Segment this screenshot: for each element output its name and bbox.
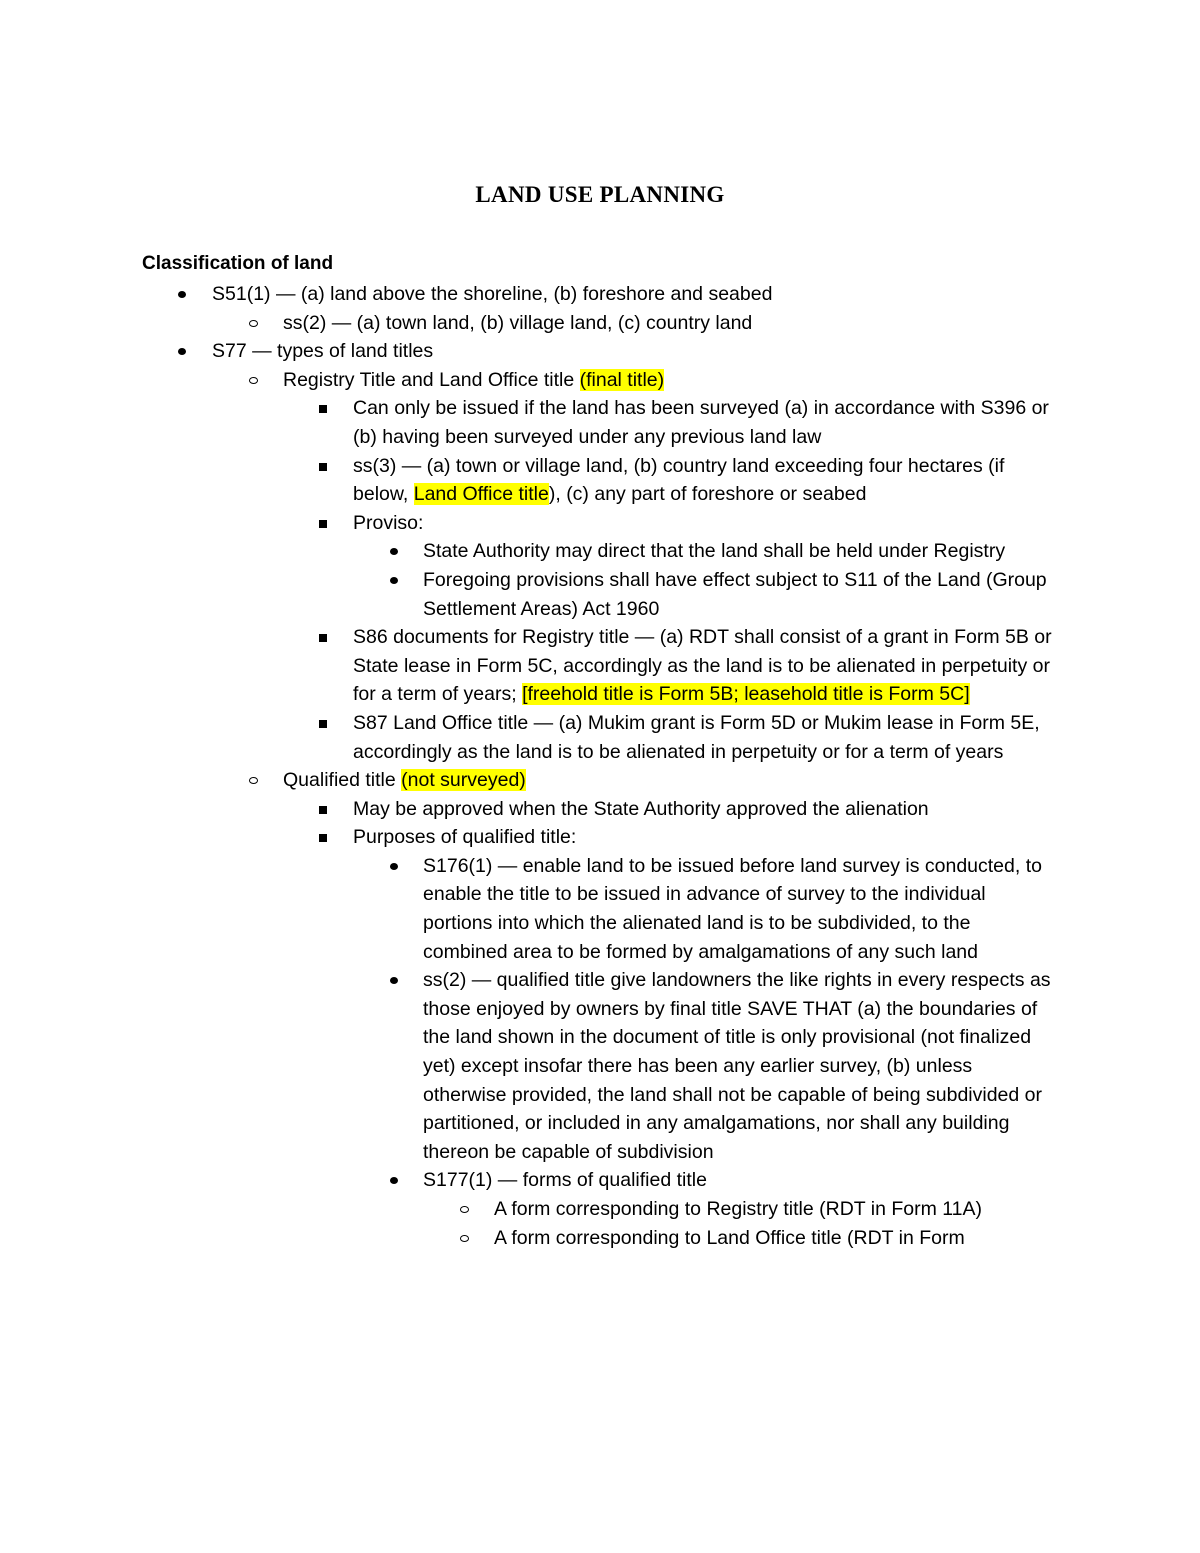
highlight-final-title: (final title) xyxy=(579,368,665,391)
list-item-ss3: ss(3) — (a) town or village land, (b) country land exceeding four hectares (if below, Land Office title), (c) any part of foreshore or seabed xyxy=(353,454,1005,506)
list-item-s51-ss2: ss(2) — (a) town land, (b) village land, (c) country land xyxy=(283,311,753,334)
list-item-s51: S51(1) — (a) land above the shoreline, (b) foreshore and seabed xyxy=(212,283,773,305)
list-item-qualified-ss2: ss(2) — qualified title give landowners the like rights in every respects as those enjoyed by owners by final title SAVE THAT (a) the boundaries of the land shown in the document of title is only provisional (not finalized yet) except insofar there has been any earlier survey, (b) unless otherwise provided, the land shall not be capable of being subdivided or partitioned, or included in any amalgamations, nor shall any building thereon be capable of subdivision xyxy=(423,969,1051,1163)
list-item-proviso-2: Foregoing provisions shall have effect subject to S11 of the Land (Group Settlement Areas) Act 1960 xyxy=(423,568,1047,620)
list-item-form-land-office: A form corresponding to Land Office title (RDT in Form xyxy=(494,1226,965,1249)
list-item-proviso: Proviso: xyxy=(353,511,424,534)
list-item-s87: S87 Land Office title — (a) Mukim grant is Form 5D or Mukim lease in Form 5E, accordingly as the land is to be alienated in perpetuity or for a term of years xyxy=(353,711,1040,763)
list-item-form-registry: A form corresponding to Registry title (RDT in Form 11A) xyxy=(494,1198,983,1220)
list-item-qualified-title: Qualified title (not surveyed) xyxy=(283,769,526,792)
list-item-s176: S176(1) — enable land to be issued before land survey is conducted, to enable the title to be issued in advance of survey to the individual portions into which the alienated land is to be subdivided, to the combined area to be formed by amalgamations of any such land xyxy=(423,854,1042,963)
highlight-not-surveyed: (not surveyed) xyxy=(401,769,526,792)
list-item-s77: S77 — types of land titles xyxy=(212,340,434,363)
section-heading: Classification of land xyxy=(142,253,334,274)
list-item-registry-title: Registry Title and Land Office title (final title) xyxy=(283,368,665,391)
list-item-purposes: Purposes of qualified title: xyxy=(353,826,577,849)
list-item-approved: May be approved when the State Authority approved the alienation xyxy=(353,797,929,820)
list-item-proviso-1: State Authority may direct that the land shall be held under Registry xyxy=(423,540,1006,563)
outline-list xyxy=(0,280,1200,1252)
page-title: LAND USE PLANNING xyxy=(475,182,725,207)
highlight-land-office-title: Land Office title xyxy=(413,483,549,506)
list-item-s86: S86 documents for Registry title — (a) RDT shall consist of a grant in Form 5B or State lease in Form 5C, accordingly as the land is to be alienated in perpetuity or for a term of years; [freehold title is Form 5B; leasehold title is Form 5C] xyxy=(353,626,1052,706)
highlight-freehold-leasehold: [freehold title is Form 5B; leasehold title is Form 5C] xyxy=(522,683,970,706)
list-item-s177: S177(1) — forms of qualified title xyxy=(423,1169,707,1192)
list-item-issued: Can only be issued if the land has been surveyed (a) in accordance with S396 or (b) having been surveyed under any previous land law xyxy=(353,397,1049,448)
